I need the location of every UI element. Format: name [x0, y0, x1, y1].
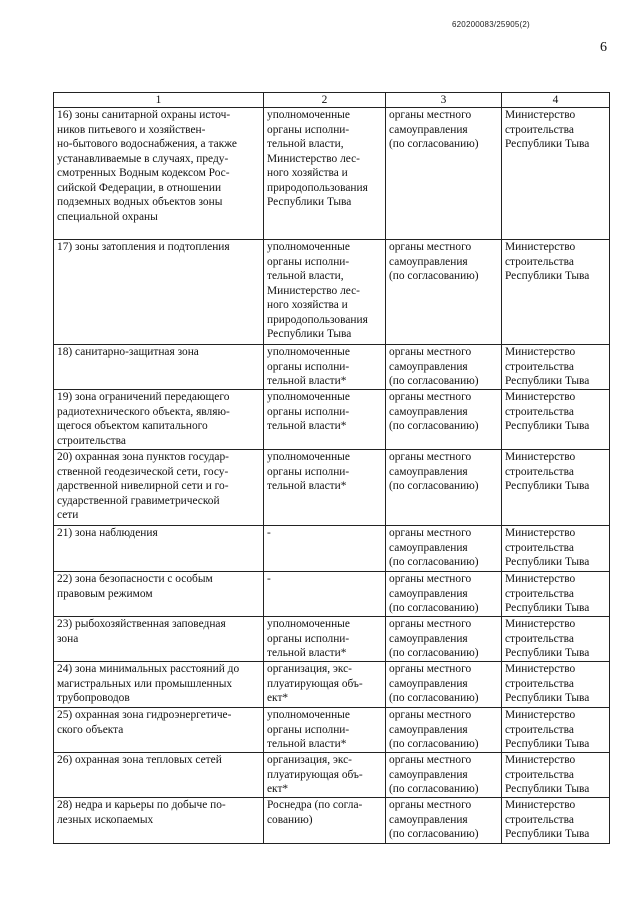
table-row — [54, 450, 610, 526]
table-row — [54, 662, 610, 708]
ministry-cell: Министерство строительства Республики Тыва — [502, 108, 610, 240]
zone-name-cell: 23) рыбохозяйственная заповедная зона — [54, 617, 264, 662]
zone-name-cell: 20) охранная зона пунктов государ- ственной геодезической сети, госу- дарственной нивелирной сети и го- сударственной гравиметрической сети — [54, 450, 264, 526]
ministry-cell: Министерство строительства Республики Тыва — [502, 450, 610, 526]
approval-cell: органы местного самоуправления (по согласованию) — [386, 708, 502, 753]
table-row — [54, 345, 610, 390]
zone-name-cell: 16) зоны санитарной охраны источ- ников питьевого и хозяйствен- но-бытового водоснабжения, а также устанавливаемые в случаях, преду- смотренных Водным кодексом Рос- сийской Федерации, в отношении подземных водных объектов зоны специальной охраны — [54, 108, 264, 240]
responsible-body-cell: уполномоченные органы исполни- тельной власти* — [264, 708, 386, 753]
zones-table — [53, 92, 610, 844]
responsible-body-cell: Роснедра (по согла- сованию) — [264, 798, 386, 844]
table-row — [54, 526, 610, 572]
table-header-row — [54, 93, 610, 108]
zone-name-cell: 21) зона наблюдения — [54, 526, 264, 572]
zone-name-cell: 17) зоны затопления и подтопления — [54, 240, 264, 345]
ministry-cell: Министерство строительства Республики Тыва — [502, 617, 610, 662]
approval-cell: органы местного самоуправления (по согласованию) — [386, 572, 502, 617]
table-row — [54, 617, 610, 662]
ministry-cell: Министерство строительства Республики Тыва — [502, 798, 610, 844]
zone-name-cell: 22) зона безопасности с особым правовым режимом — [54, 572, 264, 617]
ministry-cell: Министерство строительства Республики Тыва — [502, 753, 610, 798]
ministry-cell: Министерство строительства Республики Тыва — [502, 662, 610, 708]
ministry-cell: Министерство строительства Республики Тыва — [502, 572, 610, 617]
responsible-body-cell: уполномоченные органы исполни- тельной власти* — [264, 345, 386, 390]
column-header: 2 — [264, 93, 386, 108]
table-row — [54, 708, 610, 753]
responsible-body-cell: уполномоченные органы исполни- тельной власти* — [264, 390, 386, 450]
ministry-cell: Министерство строительства Республики Тыва — [502, 240, 610, 345]
page-number: 6 — [600, 40, 607, 55]
ministry-cell: Министерство строительства Республики Тыва — [502, 390, 610, 450]
column-header: 1 — [54, 93, 264, 108]
table-row — [54, 572, 610, 617]
responsible-body-cell: - — [264, 572, 386, 617]
zone-name-cell: 28) недра и карьеры по добыче по- лезных ископаемых — [54, 798, 264, 844]
responsible-body-cell: организация, экс- плуатирующая объ- ект* — [264, 753, 386, 798]
table-row — [54, 390, 610, 450]
approval-cell: органы местного самоуправления (по согласованию) — [386, 617, 502, 662]
ministry-cell: Министерство строительства Республики Тыва — [502, 708, 610, 753]
table-row — [54, 753, 610, 798]
responsible-body-cell: - — [264, 526, 386, 572]
table-row — [54, 240, 610, 345]
responsible-body-cell: организация, экс- плуатирующая объ- ект* — [264, 662, 386, 708]
zone-name-cell: 19) зона ограничений передающего радиотехнического объекта, являю- щегося объектом капитального строительства — [54, 390, 264, 450]
approval-cell: органы местного самоуправления (по согласованию) — [386, 662, 502, 708]
zone-name-cell: 24) зона минимальных расстояний до магистральных или промышленных трубопроводов — [54, 662, 264, 708]
ministry-cell: Министерство строительства Республики Тыва — [502, 526, 610, 572]
approval-cell: органы местного самоуправления (по согласованию) — [386, 753, 502, 798]
column-header: 3 — [386, 93, 502, 108]
ministry-cell: Министерство строительства Республики Тыва — [502, 345, 610, 390]
responsible-body-cell: уполномоченные органы исполни- тельной власти* — [264, 450, 386, 526]
table-row — [54, 798, 610, 844]
responsible-body-cell: уполномоченные органы исполни- тельной власти, Министерство лес- ного хозяйства и природопользования Республики Тыва — [264, 240, 386, 345]
approval-cell: органы местного самоуправления (по согласованию) — [386, 450, 502, 526]
zone-name-cell: 25) охранная зона гидроэнергетиче- ского объекта — [54, 708, 264, 753]
approval-cell: органы местного самоуправления (по согласованию) — [386, 240, 502, 345]
responsible-body-cell: уполномоченные органы исполни- тельной власти* — [264, 617, 386, 662]
approval-cell: органы местного самоуправления (по согласованию) — [386, 345, 502, 390]
zone-name-cell: 26) охранная зона тепловых сетей — [54, 753, 264, 798]
table-row — [54, 108, 610, 240]
approval-cell: органы местного самоуправления (по согласованию) — [386, 526, 502, 572]
approval-cell: органы местного самоуправления (по согласованию) — [386, 798, 502, 844]
approval-cell: органы местного самоуправления (по согласованию) — [386, 108, 502, 240]
column-header: 4 — [502, 93, 610, 108]
document-code: 620200083/25905(2) — [452, 20, 530, 29]
responsible-body-cell: уполномоченные органы исполни- тельной власти, Министерство лес- ного хозяйства и природопользования Республики Тыва — [264, 108, 386, 240]
zone-name-cell: 18) санитарно-защитная зона — [54, 345, 264, 390]
approval-cell: органы местного самоуправления (по согласованию) — [386, 390, 502, 450]
